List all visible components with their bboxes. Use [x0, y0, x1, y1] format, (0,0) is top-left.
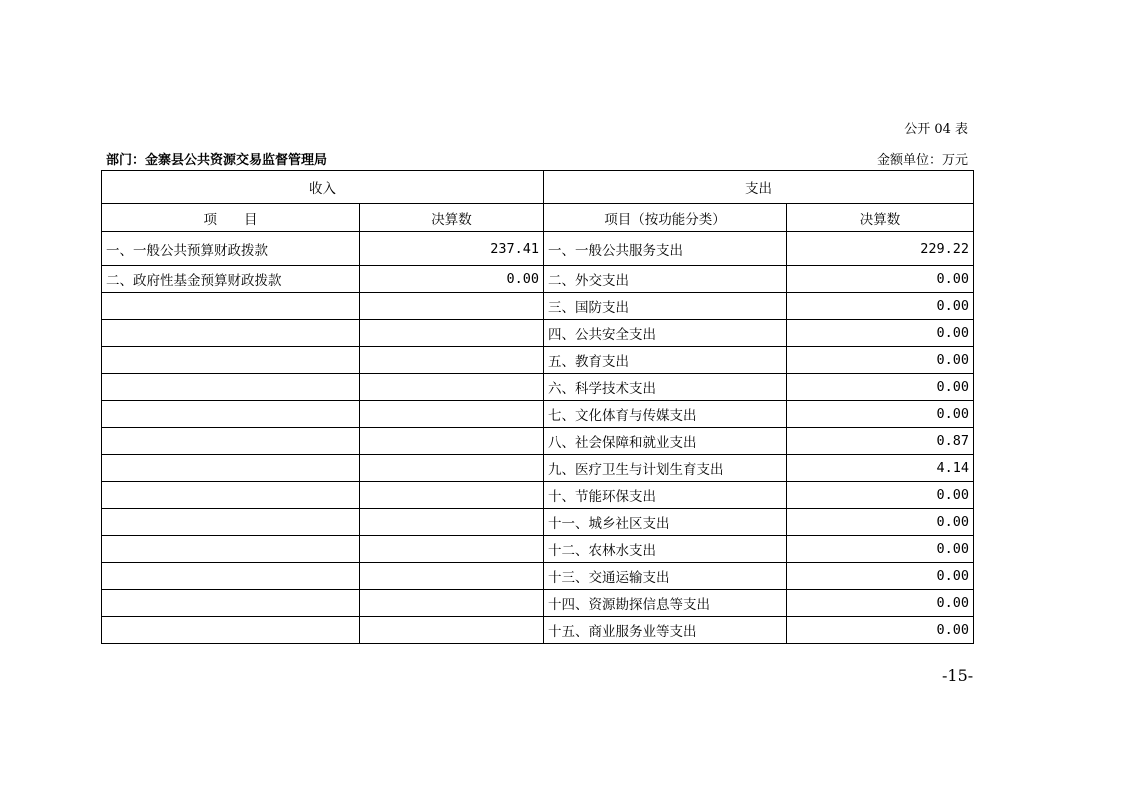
expense-item-cell: 九、医疗卫生与计划生育支出: [544, 455, 787, 482]
column-header-item: 项 目: [102, 204, 360, 232]
expense-amount-cell: 0.00: [787, 320, 974, 347]
table-row: [102, 266, 974, 293]
column-header-row: [102, 204, 974, 232]
expense-amount-cell: 0.00: [787, 509, 974, 536]
income-amount-cell: [360, 536, 544, 563]
table-row: [102, 401, 974, 428]
income-amount-cell: [360, 617, 544, 644]
expense-amount-cell: 4.14: [787, 455, 974, 482]
income-item-cell: [102, 509, 360, 536]
expense-amount-cell: 229.22: [787, 232, 974, 266]
expense-amount-cell: 0.00: [787, 374, 974, 401]
table-row: [102, 590, 974, 617]
table-row: [102, 374, 974, 401]
page-number: -15-: [942, 666, 974, 685]
expense-item-cell: 一、一般公共服务支出: [544, 232, 787, 266]
expense-header: 支出: [544, 171, 974, 204]
table-row: [102, 455, 974, 482]
table-row: [102, 482, 974, 509]
income-amount-cell: [360, 347, 544, 374]
expense-item-cell: 二、外交支出: [544, 266, 787, 293]
income-item-cell: [102, 563, 360, 590]
income-item-cell: 一、一般公共预算财政拨款: [102, 232, 360, 266]
income-item-cell: [102, 347, 360, 374]
income-item-cell: [102, 428, 360, 455]
expense-item-cell: 四、公共安全支出: [544, 320, 787, 347]
table-row: [102, 232, 974, 266]
expense-item-cell: 三、国防支出: [544, 293, 787, 320]
expense-item-cell: 十一、城乡社区支出: [544, 509, 787, 536]
income-amount-cell: [360, 482, 544, 509]
income-item-cell: [102, 320, 360, 347]
income-header: 收入: [102, 171, 544, 204]
expense-item-cell: 十二、农林水支出: [544, 536, 787, 563]
expense-amount-cell: 0.00: [787, 293, 974, 320]
income-amount-cell: [360, 509, 544, 536]
income-amount-cell: 237.41: [360, 232, 544, 266]
expense-amount-cell: 0.00: [787, 590, 974, 617]
income-item-cell: [102, 455, 360, 482]
expense-amount-cell: 0.00: [787, 401, 974, 428]
expense-amount-cell: 0.00: [787, 347, 974, 374]
income-amount-cell: [360, 374, 544, 401]
income-item-cell: [102, 374, 360, 401]
income-amount-cell: 0.00: [360, 266, 544, 293]
table-header-row: [102, 171, 974, 204]
column-header-income-amount: 决算数: [360, 204, 544, 232]
expense-item-cell: 十三、交通运输支出: [544, 563, 787, 590]
table-row: [102, 617, 974, 644]
expense-amount-cell: 0.00: [787, 617, 974, 644]
table-row: [102, 428, 974, 455]
table-number: 公开 04 表: [904, 122, 968, 137]
income-item-cell: [102, 482, 360, 509]
income-amount-cell: [360, 428, 544, 455]
expense-amount-cell: 0.00: [787, 482, 974, 509]
table-row: [102, 563, 974, 590]
table-row: [102, 536, 974, 563]
income-item-cell: 二、政府性基金预算财政拨款: [102, 266, 360, 293]
income-item-cell: [102, 401, 360, 428]
income-amount-cell: [360, 293, 544, 320]
income-amount-cell: [360, 455, 544, 482]
expense-item-cell: 五、教育支出: [544, 347, 787, 374]
expense-item-cell: 八、社会保障和就业支出: [544, 428, 787, 455]
expense-item-cell: 十四、资源勘探信息等支出: [544, 590, 787, 617]
expense-amount-cell: 0.00: [787, 563, 974, 590]
column-header-item-function: 项目（按功能分类）: [544, 204, 787, 232]
expense-item-cell: 六、科学技术支出: [544, 374, 787, 401]
table-row: [102, 509, 974, 536]
budget-table: [101, 170, 974, 644]
income-amount-cell: [360, 320, 544, 347]
expense-amount-cell: 0.00: [787, 266, 974, 293]
expense-amount-cell: 0.00: [787, 536, 974, 563]
income-amount-cell: [360, 563, 544, 590]
income-item-cell: [102, 617, 360, 644]
table-row: [102, 320, 974, 347]
department-label: 部门：金寨县公共资源交易监督管理局: [106, 153, 328, 168]
income-amount-cell: [360, 401, 544, 428]
expense-item-cell: 十五、商业服务业等支出: [544, 617, 787, 644]
income-item-cell: [102, 590, 360, 617]
income-item-cell: [102, 536, 360, 563]
unit-label: 金额单位：万元: [876, 153, 968, 168]
expense-item-cell: 七、文化体育与传媒支出: [544, 401, 787, 428]
expense-amount-cell: 0.87: [787, 428, 974, 455]
income-amount-cell: [360, 590, 544, 617]
table-row: [102, 347, 974, 374]
table-row: [102, 293, 974, 320]
expense-item-cell: 十、节能环保支出: [544, 482, 787, 509]
column-header-expense-amount: 决算数: [787, 204, 974, 232]
income-item-cell: [102, 293, 360, 320]
